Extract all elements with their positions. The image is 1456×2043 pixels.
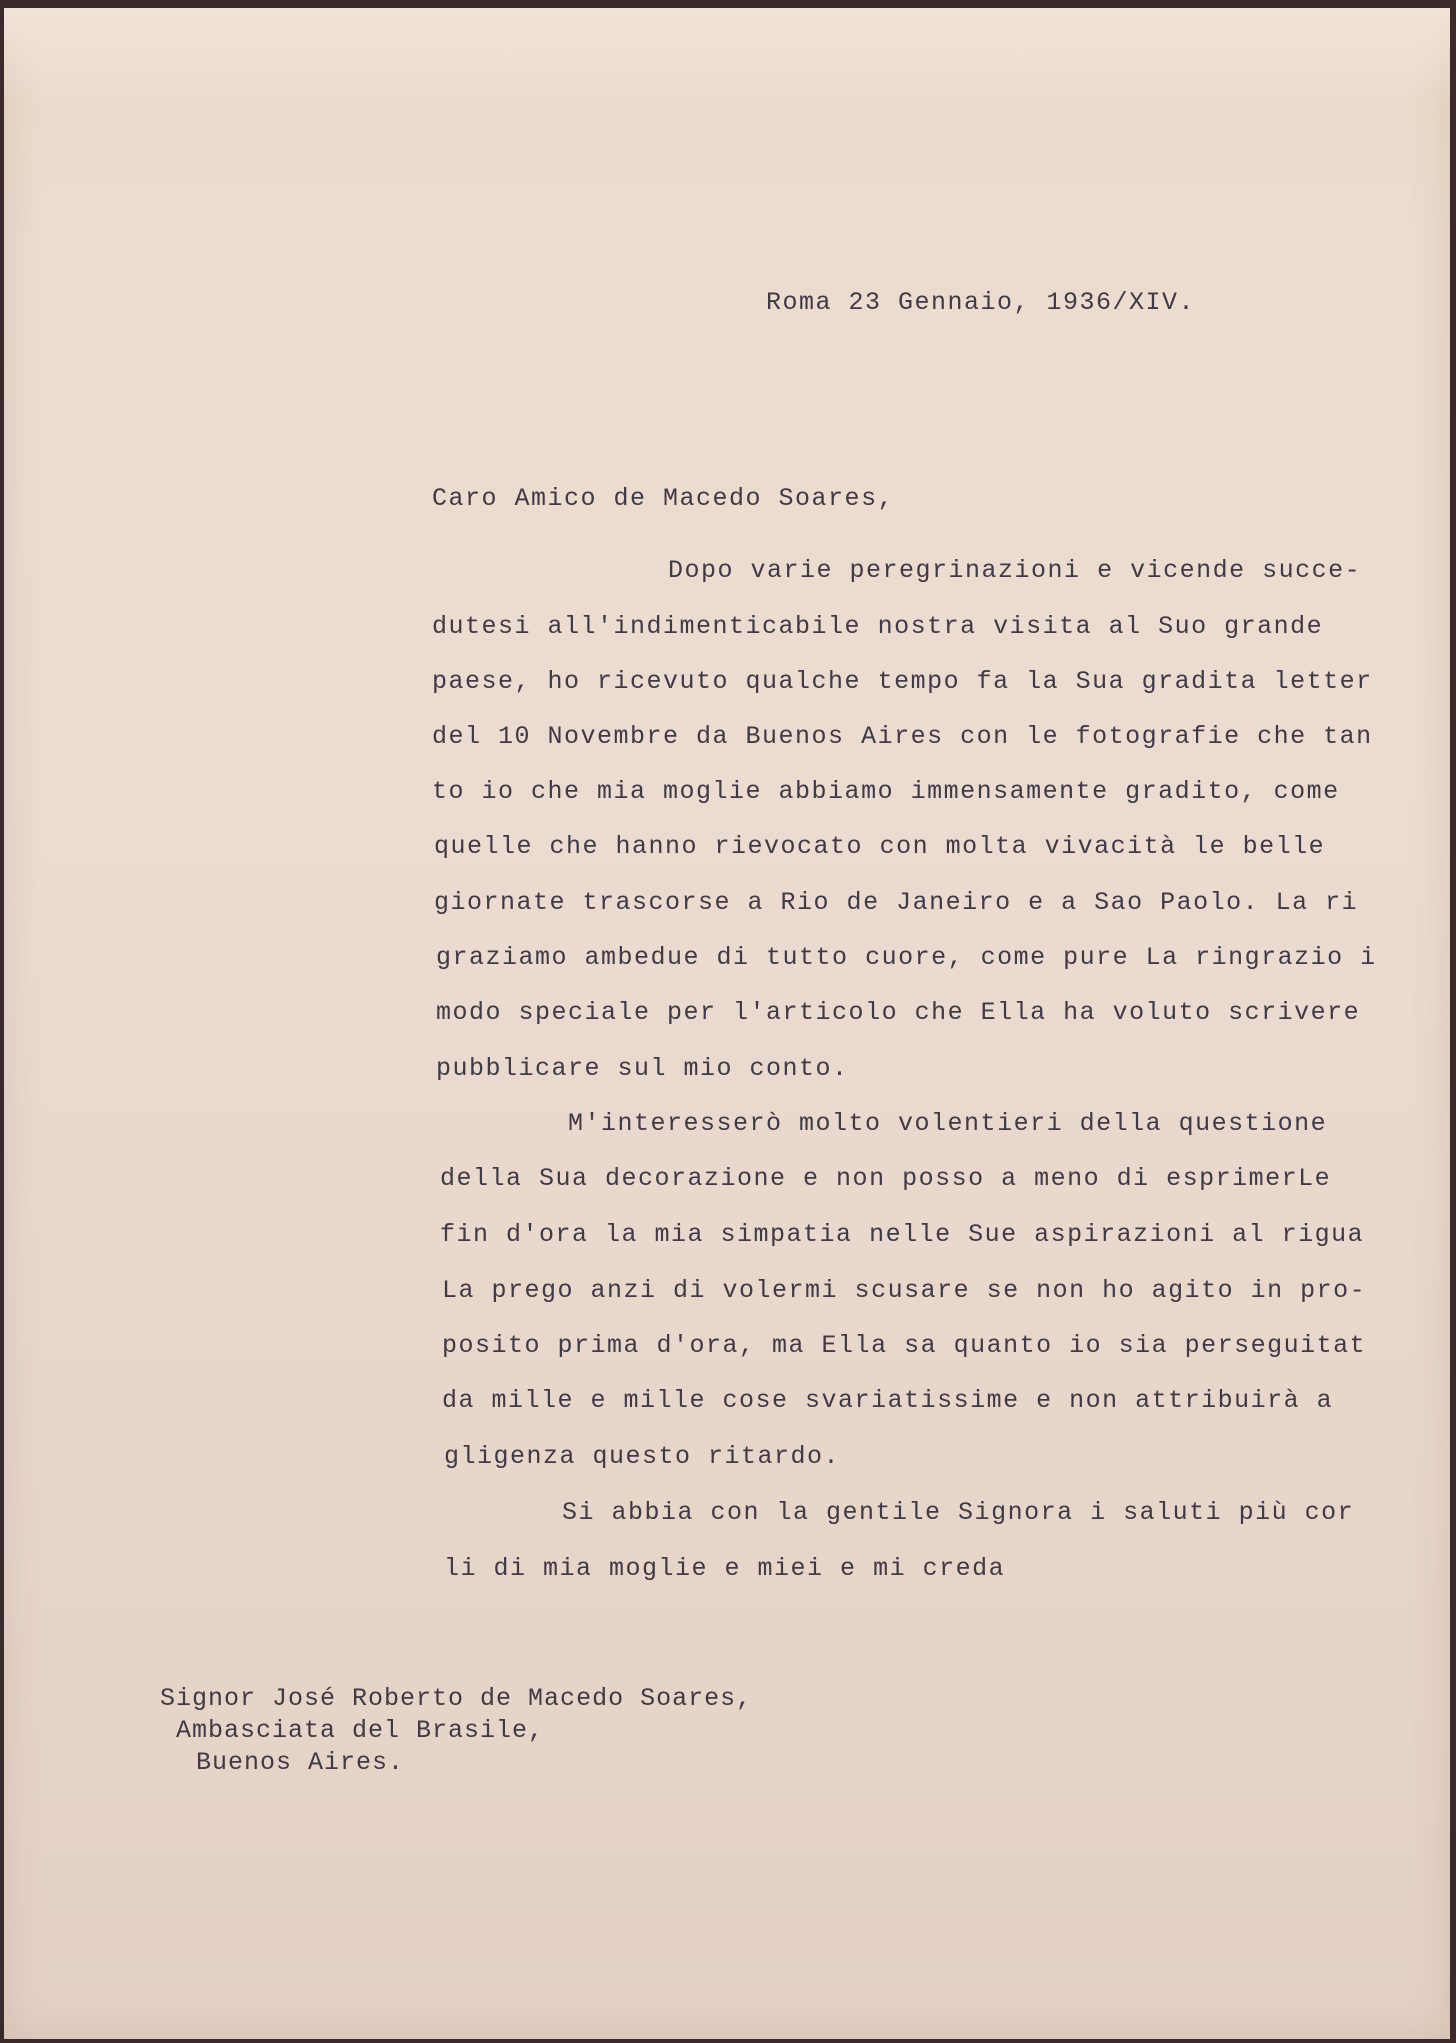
letter-date: Roma 23 Gennaio, 1936/XIV.: [766, 288, 1196, 317]
body-line: Si abbia con la gentile Signora i saluti più cor: [562, 1498, 1355, 1527]
body-line: dutesi all'indimenticabile nostra visita al Suo grande: [432, 612, 1324, 641]
letter-salutation: Caro Amico de Macedo Soares,: [432, 484, 895, 513]
recipient-embassy: Ambasciata del Brasile,: [176, 1716, 545, 1745]
body-line: gligenza questo ritardo.: [444, 1442, 841, 1471]
body-line: da mille e mille cose svariatissime e non attribuirà a: [442, 1386, 1334, 1415]
paper-top-band: [4, 8, 1450, 108]
body-line: giornate trascorse a Rio de Janeiro e a Sao Paolo. La ri: [434, 888, 1359, 917]
body-line: M'interesserò molto volentieri della questione: [568, 1109, 1328, 1138]
body-line: quelle che hanno rievocato con molta vivacità le belle: [434, 832, 1326, 861]
recipient-city: Buenos Aires.: [196, 1748, 405, 1777]
body-line: li di mia moglie e miei e mi creda: [444, 1554, 1006, 1583]
body-line: Dopo varie peregrinazioni e vicende succe-: [668, 556, 1362, 585]
body-line: La prego anzi di volermi scusare se non ho agito in pro-: [442, 1276, 1367, 1305]
body-line: del 10 Novembre da Buenos Aires con le fotografie che tan: [432, 722, 1373, 751]
body-line: fin d'ora la mia simpatia nelle Sue aspirazioni al rigua: [440, 1220, 1365, 1249]
body-line: graziamo ambedue di tutto cuore, come pure La ringrazio i: [436, 943, 1377, 972]
body-line: paese, ho ricevuto qualche tempo fa la Sua gradita letter: [432, 667, 1373, 696]
body-line: della Sua decorazione e non posso a meno di esprimerLe: [440, 1164, 1332, 1193]
body-line: posito prima d'ora, ma Ella sa quanto io sia perseguitat: [442, 1331, 1367, 1360]
recipient-name: Signor José Roberto de Macedo Soares,: [160, 1684, 753, 1713]
body-line: pubblicare sul mio conto.: [436, 1054, 849, 1083]
body-line: to io che mia moglie abbiamo immensamente gradito, come: [432, 777, 1340, 806]
body-line: modo speciale per l'articolo che Ella ha voluto scrivere: [436, 998, 1361, 1027]
letter-page: [4, 8, 1450, 2039]
